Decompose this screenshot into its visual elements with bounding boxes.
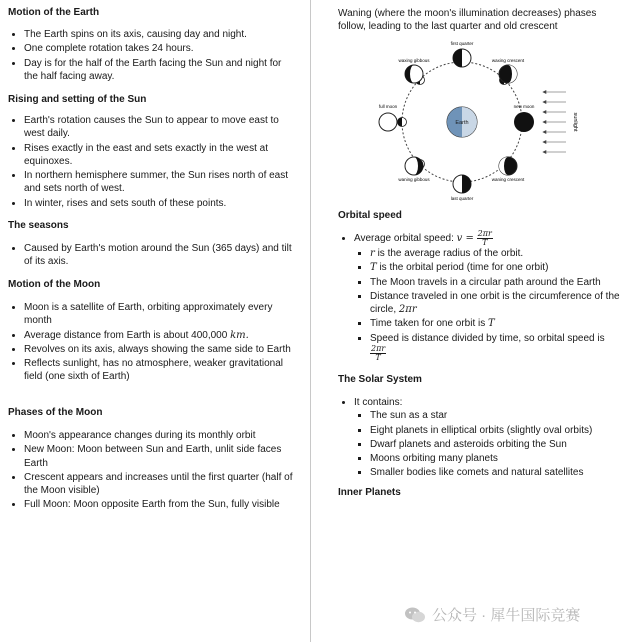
t-symbol: T [370,262,377,274]
wechat-icon [404,606,426,624]
waxing-gibbous-label: waxing gibbous [398,58,430,63]
list-item: • Caused by Earth's motion around the Sun (365 days) and tilt of its axis. [24,242,294,269]
earth-motion-heading: Motion of the Earth [8,7,100,18]
time-text: Time taken for one orbit is [370,318,486,330]
list-item [24,329,294,342]
moon-phases-diagram [378,38,618,203]
new-moon-label: new moon [513,104,535,109]
full-moon [379,113,397,131]
t-text: is the orbital period (time for one orbit) [379,262,549,274]
list-item [354,230,623,362]
orbital-speed-heading: Orbital speed [338,210,402,221]
waning-gibbous-label: waning gibbous [398,177,430,182]
orbital-sublist [354,247,623,362]
list-item: • One complete rotation takes 24 hours. [24,42,294,55]
distance-text: Average distance from Earth is about 400,000 [24,329,228,341]
first-quarter-label: first quarter [450,41,474,46]
fraction-numerator: 2πr [477,229,492,238]
phases-heading: Phases of the Moon [8,407,103,418]
list-item: ▪ Moons orbiting many planets [370,452,623,465]
phases-list [8,429,294,513]
seasons-list [8,242,294,270]
inner-planets-heading: Inner Planets [338,487,401,498]
list-item: • Moon is a satellite of Earth, orbiting approximately every month [24,301,294,328]
r-text: is the average radius of the orbit. [377,248,524,259]
moon-shadow [398,118,403,127]
list-item: ▪ Eight planets in elliptical orbits (slightly oval orbits) [370,424,623,437]
list-item: • Full Moon: Moon opposite Earth from the Sun, fully visible [24,498,294,511]
orbital-speed-list [338,230,623,363]
solar-system-list [338,396,623,481]
new-moon [514,112,534,132]
moon-motion-list [8,301,294,385]
fraction-denominator: T [375,353,381,363]
fraction-numerator: 2πr [371,344,386,354]
list-item [370,332,623,362]
waning-paragraph: Waning (where the moon's illumination decreases) phases follow, leading to the last quarter and old crescent [338,8,597,32]
list-item: • In winter, rises and sets south of these points. [24,197,294,210]
list-item [370,261,623,274]
waning-crescent-label: waning crescent [491,177,525,182]
list-item: • Reflects sunlight, has no atmosphere, weaker gravitational field (one sixth of Earth) [24,357,294,384]
earth-motion-list [8,28,294,84]
list-item: ▪ The Moon travels in a circular path around the Earth [370,276,623,289]
earth-label: Earth [455,120,469,126]
sun-heading: Rising and setting of the Sun [8,94,147,105]
moon-shadow [453,49,462,67]
watermark-text: 公众号 · 犀牛国际竞赛 [432,607,581,624]
distance-unit: km. [230,329,249,341]
list-item [370,290,623,317]
list-item: • In northern hemisphere summer, the Sun rises north of east and sets north of west. [24,169,294,196]
list-item: • New Moon: Moon between Sun and Earth, unlit side faces Earth [24,443,294,470]
sunlight-arrows [543,91,566,154]
avg-speed-label: Average orbital speed: [354,233,454,245]
list-item: • Moon's appearance changes during its monthly orbit [24,429,294,442]
speed-result-fraction [370,345,386,362]
list-item [370,247,623,260]
fraction-denominator: T [482,238,488,247]
list-item: ▪ Smaller bodies like comets and natural satellites [370,466,623,479]
solar-intro: It contains: [354,397,403,408]
list-item: • Crescent appears and increases until the first quarter (half of the Moon visible) [24,471,294,498]
sunlight-label: sunlight [572,112,578,132]
solar-sublist [354,409,623,479]
dist-text: Distance traveled in one orbit is the circumference of the circle, [370,290,620,316]
solar-system-heading: The Solar System [338,374,422,385]
full-moon-label: full moon [378,104,398,109]
list-item: ▪ The sun as a star [370,409,623,422]
list-item [354,396,623,480]
last-quarter-label: last quarter [450,196,474,201]
speed-text: Speed is distance divided by time, so orbital speed is [370,332,605,344]
time-symbol: T [488,318,495,330]
list-item: • Revolves on its axis, always showing the same side to Earth [24,343,294,356]
list-item: ▪ Dwarf planets and asteroids orbiting the Sun [370,438,623,451]
column-divider [310,0,311,642]
sun-list [8,114,294,211]
r-symbol: r [370,248,375,259]
dist-formula: 2πr [398,304,417,316]
formula-lhs: v = [456,233,474,245]
speed-fraction [477,230,493,247]
list-item: • Rises exactly in the east and sets exactly in the west at equinoxes. [24,142,294,169]
list-item: • Day is for the half of the Earth facing the Sun and night for the half facing away. [24,57,294,84]
watermark [404,604,580,625]
moon-shadow [462,175,471,193]
waxing-crescent-label: waxing crescent [491,58,525,63]
list-item: • Earth's rotation causes the Sun to appear to move east to west daily. [24,114,294,141]
list-item [370,317,623,330]
moon-motion-heading: Motion of the Moon [8,279,101,290]
list-item: • The Earth spins on its axis, causing day and night. [24,28,294,41]
seasons-heading: The seasons [8,220,69,231]
